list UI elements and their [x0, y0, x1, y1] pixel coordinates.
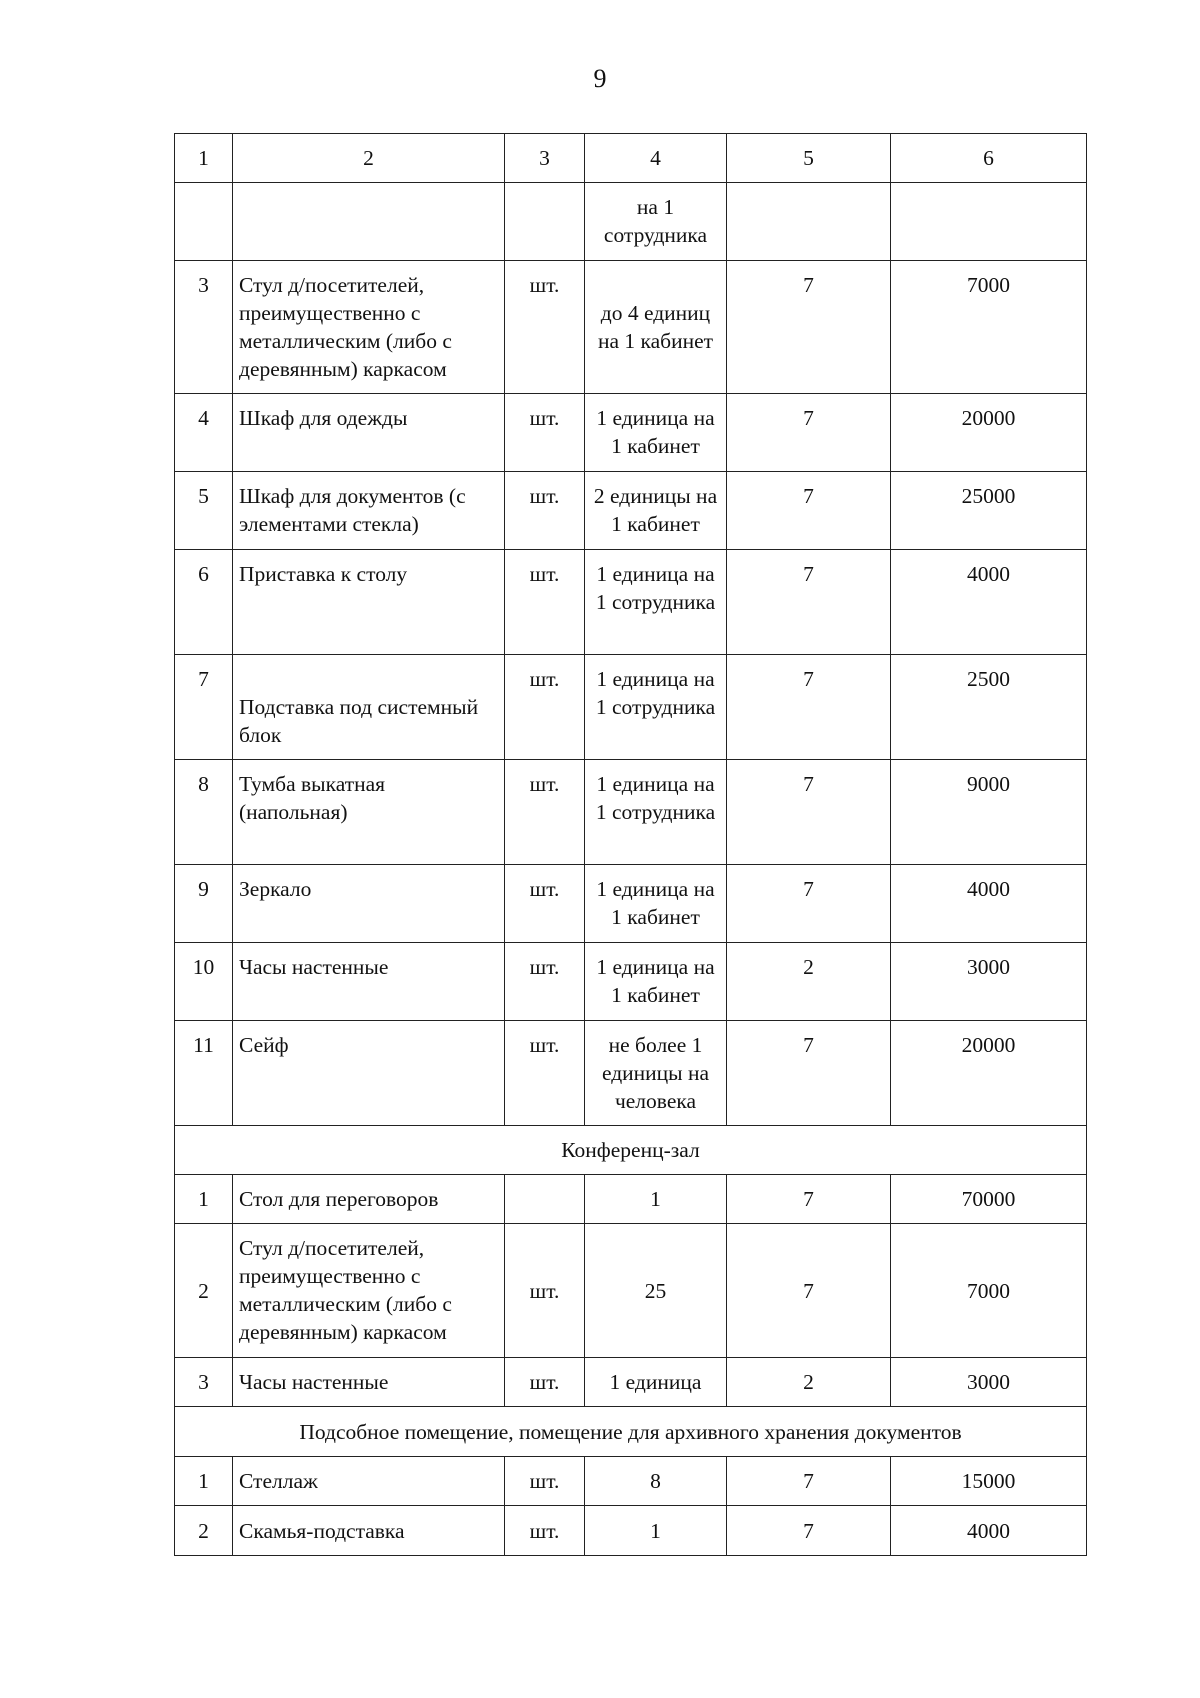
page-number: 9: [593, 64, 607, 93]
office-items-body: [175, 261, 1087, 1126]
norm-cell: 1: [585, 1175, 727, 1224]
price-cell: 4000: [891, 865, 1087, 943]
table-row: [175, 261, 1087, 394]
row-number-cell: 4: [175, 394, 233, 472]
conference-items-body: [175, 1175, 1087, 1407]
norm-cell: до 4 единиц на 1 кабинет: [585, 261, 727, 394]
norm-cell: 1 единица: [585, 1358, 727, 1407]
unit-cell: шт.: [505, 550, 585, 655]
norm-cell: 1 единица на 1 сотрудника: [585, 655, 727, 760]
price-cell: 7000: [891, 1224, 1087, 1358]
item-name-cell: Шкаф для документов (с элементами стекла): [233, 472, 505, 550]
price-cell: 25000: [891, 472, 1087, 550]
section-title: Подсобное помещение, помещение для архивного хранения документов: [175, 1407, 1087, 1457]
archive-items-body: [175, 1457, 1087, 1556]
column-number: 5: [727, 134, 891, 183]
table-row: [175, 1358, 1087, 1407]
column-number: 4: [585, 134, 727, 183]
price-cell: 4000: [891, 550, 1087, 655]
unit-cell: шт.: [505, 1021, 585, 1126]
row-number-cell: 3: [175, 1358, 233, 1407]
price-cell: 15000: [891, 1457, 1087, 1506]
service-years-cell: 7: [727, 1021, 891, 1126]
table-row: [175, 394, 1087, 472]
table-row: [175, 760, 1087, 865]
row-number-cell: 6: [175, 550, 233, 655]
column-number: 3: [505, 134, 585, 183]
unit-cell: шт.: [505, 1358, 585, 1407]
table-row: [175, 1506, 1087, 1556]
service-years-cell: 7: [727, 1457, 891, 1506]
row-number-cell: 9: [175, 865, 233, 943]
item-name-cell: Тумба выкатная (напольная): [233, 760, 505, 865]
table-row: [175, 865, 1087, 943]
continuation-row: [175, 183, 1087, 261]
service-years-cell: 7: [727, 760, 891, 865]
service-years-cell: 7: [727, 550, 891, 655]
table-row: [175, 655, 1087, 760]
row-number-cell: 11: [175, 1021, 233, 1126]
item-name-cell: Сейф: [233, 1021, 505, 1126]
item-name-cell: Стеллаж: [233, 1457, 505, 1506]
norm-cell: 1: [585, 1506, 727, 1556]
row-number-cell: 1: [175, 1457, 233, 1506]
unit-cell: шт.: [505, 943, 585, 1021]
price-cell: 2500: [891, 655, 1087, 760]
unit-cell: [505, 1175, 585, 1224]
price-cell: 9000: [891, 760, 1087, 865]
item-name-cell: Скамья-подставка: [233, 1506, 505, 1556]
price-cell: 4000: [891, 1506, 1087, 1556]
service-years-cell: 7: [727, 261, 891, 394]
service-years-cell: 7: [727, 394, 891, 472]
unit-cell: шт.: [505, 261, 585, 394]
item-name-cell: Зеркало: [233, 865, 505, 943]
table-row: [175, 1021, 1087, 1126]
service-years-cell: 7: [727, 472, 891, 550]
table-row: [175, 1457, 1087, 1506]
row-number-cell: 2: [175, 1224, 233, 1358]
service-years-cell: 7: [727, 865, 891, 943]
norm-cell: не более 1 единицы на человека: [585, 1021, 727, 1126]
table-row: [175, 550, 1087, 655]
unit-cell: шт.: [505, 1224, 585, 1358]
table-row: [175, 943, 1087, 1021]
service-years-cell: 7: [727, 1175, 891, 1224]
norm-cell: 25: [585, 1224, 727, 1358]
unit-cell: шт.: [505, 865, 585, 943]
row-number-cell: 2: [175, 1506, 233, 1556]
unit-cell: шт.: [505, 472, 585, 550]
item-name-cell: Приставка к столу: [233, 550, 505, 655]
price-cell: 7000: [891, 261, 1087, 394]
service-years-cell: 2: [727, 1358, 891, 1407]
table-row: [175, 1224, 1087, 1358]
service-years-cell: 2: [727, 943, 891, 1021]
row-number-cell: 7: [175, 655, 233, 760]
item-name-cell: Часы настенные: [233, 1358, 505, 1407]
price-cell: 20000: [891, 394, 1087, 472]
item-name-cell: Стул д/посетителей, преимущественно с металлическим (либо с деревянным) каркасом: [233, 261, 505, 394]
price-cell: 20000: [891, 1021, 1087, 1126]
unit-cell: шт.: [505, 1457, 585, 1506]
norm-cell: 1 единица на 1 кабинет: [585, 394, 727, 472]
row-number-cell: 3: [175, 261, 233, 394]
norm-cell: 1 единица на 1 кабинет: [585, 943, 727, 1021]
column-number-row: [175, 134, 1087, 183]
unit-cell: шт.: [505, 760, 585, 865]
service-years-cell: 7: [727, 655, 891, 760]
price-cell: 70000: [891, 1175, 1087, 1224]
service-years-cell: 7: [727, 1224, 891, 1358]
price-cell: 3000: [891, 943, 1087, 1021]
column-number: 6: [891, 134, 1087, 183]
item-name-cell: Шкаф для одежды: [233, 394, 505, 472]
item-name-cell: Часы настенные: [233, 943, 505, 1021]
table-row: [175, 472, 1087, 550]
unit-cell: шт.: [505, 655, 585, 760]
norm-cell: 1 единица на 1 сотрудника: [585, 550, 727, 655]
unit-cell: шт.: [505, 1506, 585, 1556]
item-name-cell: Стул д/посетителей, преимущественно с металлическим (либо с деревянным) каркасом: [233, 1224, 505, 1358]
service-years-cell: 7: [727, 1506, 891, 1556]
item-name-cell: Подставка под системный блок: [233, 655, 505, 760]
norm-cell: 8: [585, 1457, 727, 1506]
row-number-cell: 5: [175, 472, 233, 550]
unit-cell: шт.: [505, 394, 585, 472]
table-row: [175, 1175, 1087, 1224]
section-row-archive: [175, 1407, 1087, 1457]
row-number-cell: 10: [175, 943, 233, 1021]
furniture-norms-table: [174, 133, 1087, 1556]
column-number: 1: [175, 134, 233, 183]
row-number-cell: 1: [175, 1175, 233, 1224]
item-name-cell: Стол для переговоров: [233, 1175, 505, 1224]
row-number-cell: 8: [175, 760, 233, 865]
price-cell: 3000: [891, 1358, 1087, 1407]
norm-cell: 2 единицы на 1 кабинет: [585, 472, 727, 550]
section-row-conference: [175, 1126, 1087, 1175]
column-number: 2: [233, 134, 505, 183]
norm-cell: 1 единица на 1 кабинет: [585, 865, 727, 943]
section-title: Конференц-зал: [175, 1126, 1087, 1175]
norm-cell: 1 единица на 1 сотрудника: [585, 760, 727, 865]
norm-cell: на 1 сотрудника: [585, 183, 727, 261]
